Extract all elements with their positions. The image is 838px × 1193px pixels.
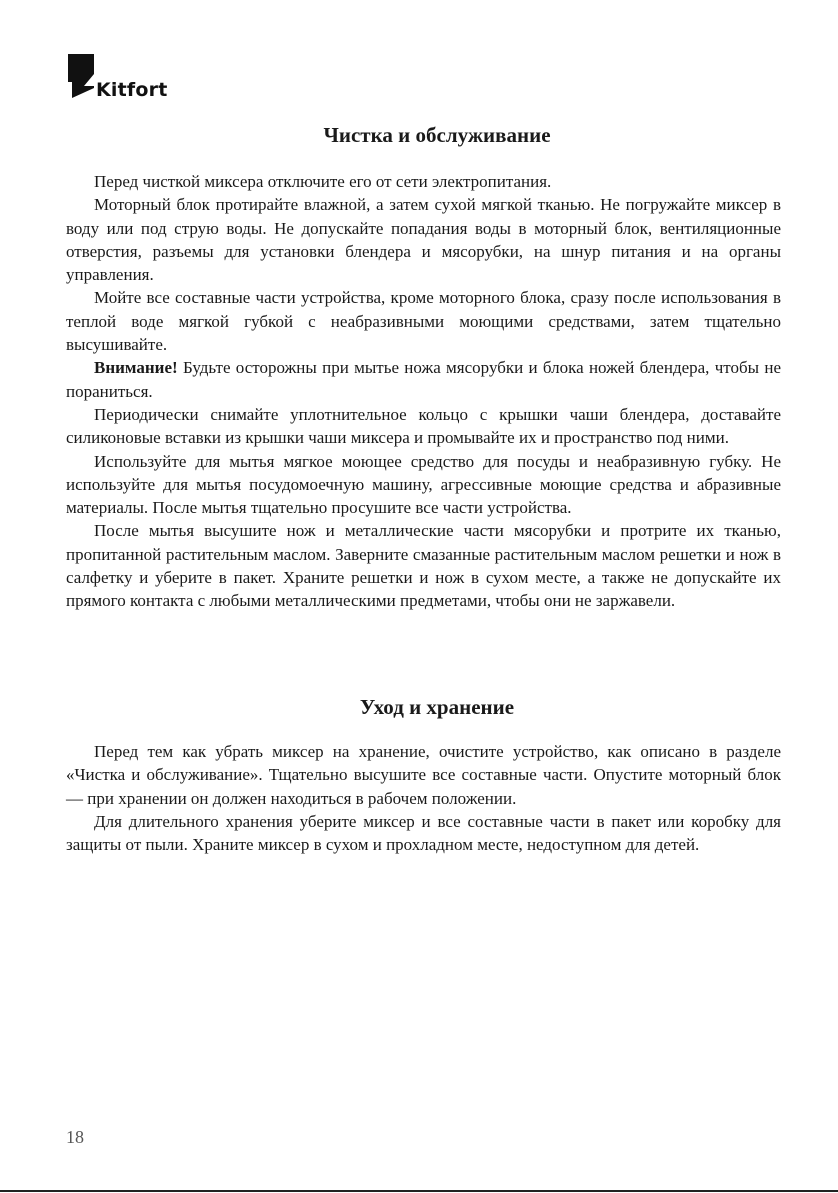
brand-name: Kitfort bbox=[96, 79, 168, 101]
paragraph bbox=[66, 519, 781, 612]
paragraph-text: Мойте все составные части устройства, кроме моторного блока, сразу после использования в теплой воде мягкой губкой с неабразивными моющими средствами, затем тщательно высушивайте. bbox=[66, 288, 781, 355]
paragraph-text: Для длительного хранения уберите миксер и все составные части в пакет или коробку для защиты от пыли. Храните миксер в сухом и прохладном месте, недоступном для детей. bbox=[66, 811, 781, 855]
warning-label: Внимание! bbox=[94, 358, 178, 378]
section-body-storage bbox=[66, 740, 781, 856]
paragraph-text: Перед тем как убрать миксер на хранение, очистите устройство, как описано в разделе «Чистка и обслуживание». Тщательно высушите все составные части. Опустите моторный блок — при хранении он должен находиться в рабочем положении. bbox=[66, 742, 781, 808]
paragraph bbox=[66, 170, 781, 193]
paragraph bbox=[66, 193, 781, 286]
section-title-cleaning: Чистка и обслуживание bbox=[323, 123, 551, 147]
kitfort-logo-icon bbox=[66, 52, 96, 100]
paragraph-text: Перед чисткой миксера отключите его от сети электропитания. bbox=[94, 172, 552, 191]
page-bottom-rule bbox=[0, 1190, 838, 1192]
paragraph bbox=[66, 450, 781, 520]
paragraph-text: Используйте для мытья мягкое моющее средство для посуды и неабразивную губку. Не используйте для мытья посудомоечную машину, агрессивные моющие средства и абразивные материалы. После мытья тщательно просушите все части устройства. bbox=[66, 451, 781, 518]
paragraph bbox=[66, 286, 781, 356]
section-body-cleaning bbox=[66, 170, 781, 613]
warning-paragraph bbox=[66, 356, 781, 403]
paragraph-text: После мытья высушите нож и металлические части мясорубки и протрите их тканью, пропитанной растительным маслом. Заверните смазанные растительным маслом решетки и нож в салфетку и уберите в пакет. Храните решетки и нож в сухом месте, а также не допускайте их прямого контакта с любыми металлическими предметами, чтобы они не заржавели. bbox=[66, 521, 781, 611]
paragraph bbox=[66, 403, 781, 450]
brand-logo bbox=[66, 52, 168, 100]
paragraph bbox=[66, 810, 781, 857]
page-number: 18 bbox=[66, 1127, 84, 1147]
section-title-storage: Уход и хранение bbox=[359, 695, 515, 719]
paragraph bbox=[66, 740, 781, 810]
paragraph-text: Будьте осторожны при мытье ножа мясорубки и блока ножей блендера, чтобы не пораниться. bbox=[66, 358, 781, 401]
paragraph-text: Моторный блок протирайте влажной, а затем сухой мягкой тканью. Не погружайте миксер в воду или под струю воды. Не допускайте попадания воды в моторный блок, вентиляционные отверстия, разъемы для установки блендера и мясорубки, на шнур питания и на органы управления. bbox=[66, 195, 781, 285]
paragraph-text: Периодически снимайте уплотнительное кольцо с крышки чаши блендера, доставайте силиконовые вставки из крышки чаши миксера и промывайте их и пространство под ними. bbox=[66, 404, 781, 448]
